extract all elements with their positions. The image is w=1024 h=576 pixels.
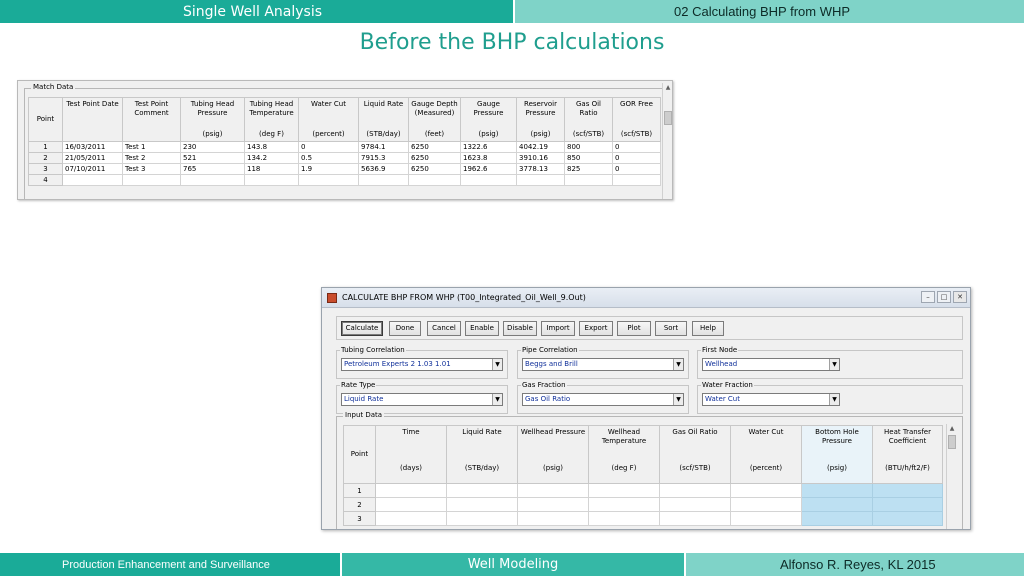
table-cell[interactable] — [517, 175, 565, 186]
table-cell[interactable] — [613, 175, 661, 186]
help-button[interactable]: Help — [692, 321, 724, 336]
action-toolbar — [336, 316, 963, 340]
pipe-correlation-select[interactable] — [522, 358, 684, 371]
table-cell[interactable]: 6250 — [409, 142, 461, 153]
table-cell[interactable]: 4042.19 — [517, 142, 565, 153]
table-cell[interactable]: 521 — [181, 153, 245, 164]
gas-fraction-select[interactable] — [522, 393, 684, 406]
gas-fraction-value: Gas Oil Ratio — [525, 395, 571, 403]
table-cell[interactable] — [589, 484, 660, 498]
first-node-group — [697, 346, 963, 379]
app-icon — [327, 293, 337, 303]
table-cell[interactable] — [660, 512, 731, 526]
match-data-table — [28, 97, 661, 186]
enable-button[interactable]: Enable — [465, 321, 499, 336]
dialog-titlebar[interactable] — [322, 288, 970, 308]
table-cell[interactable]: 6250 — [409, 153, 461, 164]
table-cell[interactable]: Test 3 — [123, 164, 181, 175]
first-node-label: First Node — [702, 346, 738, 354]
column-header[interactable]: Wellhead Pressure (psig) — [518, 426, 589, 484]
scroll-up-icon[interactable]: ▲ — [665, 84, 671, 91]
rate-type-group — [336, 381, 508, 414]
column-header[interactable]: Gauge Depth (Measured) (feet) — [409, 98, 461, 142]
table-cell[interactable]: 765 — [181, 164, 245, 175]
rate-type-select[interactable] — [341, 393, 503, 406]
column-header[interactable]: Tubing Head Temperature (deg F) — [245, 98, 299, 142]
water-fraction-label: Water Fraction — [702, 381, 753, 389]
column-header[interactable]: Tubing Head Pressure (psig) — [181, 98, 245, 142]
scrollbar-thumb[interactable] — [664, 111, 672, 125]
table-cell[interactable]: 143.8 — [245, 142, 299, 153]
column-header[interactable]: Liquid Rate (STB/day) — [447, 426, 518, 484]
tubing-correlation-label: Tubing Correlation — [341, 346, 405, 354]
table-cell[interactable]: 21/05/2011 — [63, 153, 123, 164]
table-cell[interactable]: 825 — [565, 164, 613, 175]
row-number[interactable]: 2 — [344, 498, 376, 512]
table-cell[interactable] — [873, 498, 943, 512]
table-cell[interactable] — [802, 484, 873, 498]
table-cell[interactable] — [447, 512, 518, 526]
table-cell[interactable]: 0 — [613, 153, 661, 164]
subsection-title: 02 Calculating BHP from WHP — [513, 0, 1024, 23]
table-cell[interactable]: 6250 — [409, 164, 461, 175]
table-cell[interactable] — [447, 498, 518, 512]
section-title: Single Well Analysis — [0, 0, 513, 23]
table-cell[interactable] — [376, 484, 447, 498]
dialog-title: CALCULATE BHP FROM WHP (T00_Integrated_Oil_Well_9.Out) — [342, 293, 586, 302]
gas-fraction-label: Gas Fraction — [522, 381, 566, 389]
cancel-button[interactable]: Cancel — [427, 321, 461, 336]
table-cell[interactable]: 0 — [299, 142, 359, 153]
table-cell[interactable] — [518, 484, 589, 498]
first-node-value: Wellhead — [705, 360, 738, 368]
table-cell[interactable]: 1322.6 — [461, 142, 517, 153]
footer-middle: Well Modeling — [340, 553, 684, 576]
done-button[interactable]: Done — [389, 321, 421, 336]
column-header[interactable]: Water Cut (percent) — [731, 426, 802, 484]
scroll-up-icon[interactable]: ▲ — [949, 425, 955, 432]
column-header[interactable]: Time (days) — [376, 426, 447, 484]
chevron-down-icon[interactable]: ▼ — [492, 359, 502, 370]
table-cell[interactable]: 5636.9 — [359, 164, 409, 175]
table-cell[interactable] — [731, 498, 802, 512]
table-row[interactable] — [344, 512, 943, 526]
table-cell[interactable]: 0.5 — [299, 153, 359, 164]
footer-left: Production Enhancement and Surveillance — [0, 553, 340, 576]
table-cell[interactable]: Test 2 — [123, 153, 181, 164]
table-cell[interactable]: 0 — [613, 142, 661, 153]
disable-button[interactable]: Disable — [503, 321, 537, 336]
table-cell[interactable] — [518, 512, 589, 526]
column-header[interactable]: GOR Free (scf/STB) — [613, 98, 661, 142]
table-cell[interactable]: 118 — [245, 164, 299, 175]
column-header[interactable]: Gauge Pressure (psig) — [461, 98, 517, 142]
bottom-banner — [0, 553, 1024, 576]
column-header[interactable]: Wellhead Temperature (deg F) — [589, 426, 660, 484]
input-data-scrollbar[interactable] — [946, 424, 957, 530]
chevron-down-icon[interactable]: ▼ — [673, 359, 683, 370]
top-banner — [0, 0, 1024, 23]
match-data-scrollbar[interactable] — [662, 83, 673, 200]
table-cell[interactable]: 850 — [565, 153, 613, 164]
rate-type-value: Liquid Rate — [344, 395, 384, 403]
import-button[interactable]: Import — [541, 321, 575, 336]
tubing-correlation-group — [336, 346, 508, 379]
match-data-group — [24, 83, 669, 200]
table-cell[interactable] — [565, 175, 613, 186]
table-cell[interactable] — [447, 484, 518, 498]
input-data-label: Input Data — [345, 411, 383, 419]
table-cell[interactable]: 07/10/2011 — [63, 164, 123, 175]
table-cell[interactable] — [802, 512, 873, 526]
table-cell[interactable]: 1.9 — [299, 164, 359, 175]
row-number[interactable]: 2 — [29, 153, 63, 164]
plot-button[interactable]: Plot — [617, 321, 651, 336]
close-icon[interactable]: ✕ — [953, 291, 967, 303]
pipe-correlation-label: Pipe Correlation — [522, 346, 578, 354]
table-cell[interactable] — [731, 484, 802, 498]
column-header[interactable]: Heat Transfer Coefficient (BTU/h/ft2/F) — [873, 426, 943, 484]
calculate-button[interactable]: Calculate — [341, 321, 383, 336]
table-cell[interactable] — [660, 498, 731, 512]
column-header[interactable]: Water Cut (percent) — [299, 98, 359, 142]
table-cell[interactable] — [63, 175, 123, 186]
table-cell[interactable]: 230 — [181, 142, 245, 153]
column-header[interactable]: Point — [344, 426, 376, 484]
row-number[interactable]: 1 — [344, 484, 376, 498]
table-cell[interactable] — [376, 498, 447, 512]
table-cell[interactable]: Test 1 — [123, 142, 181, 153]
footer-right: Alfonso R. Reyes, KL 2015 — [684, 553, 1024, 576]
table-cell[interactable]: 800 — [565, 142, 613, 153]
table-row[interactable] — [29, 164, 661, 175]
column-header[interactable]: Liquid Rate (STB/day) — [359, 98, 409, 142]
table-cell[interactable] — [660, 484, 731, 498]
match-data-screenshot — [17, 80, 673, 200]
table-cell[interactable] — [802, 498, 873, 512]
input-data-table — [343, 425, 943, 526]
table-row[interactable] — [29, 142, 661, 153]
rate-type-label: Rate Type — [341, 381, 376, 389]
table-cell[interactable] — [181, 175, 245, 186]
table-cell[interactable] — [518, 498, 589, 512]
table-cell[interactable] — [359, 175, 409, 186]
table-cell[interactable]: 7915.3 — [359, 153, 409, 164]
column-header[interactable]: Reservoir Pressure (psig) — [517, 98, 565, 142]
scrollbar-thumb[interactable] — [948, 435, 956, 449]
slide-title: Before the BHP calculations — [359, 30, 665, 55]
row-number[interactable]: 3 — [29, 164, 63, 175]
table-cell[interactable]: 1962.6 — [461, 164, 517, 175]
maximize-icon[interactable]: □ — [937, 291, 951, 303]
chevron-down-icon[interactable]: ▼ — [829, 394, 839, 405]
chevron-down-icon[interactable]: ▼ — [673, 394, 683, 405]
chevron-down-icon[interactable]: ▼ — [492, 394, 502, 405]
table-cell[interactable] — [873, 512, 943, 526]
tubing-correlation-select[interactable] — [341, 358, 503, 371]
column-header[interactable]: Test Point Comment — [123, 98, 181, 142]
water-fraction-value: Water Cut — [705, 395, 740, 403]
gas-fraction-group — [517, 381, 689, 414]
column-header[interactable]: Point — [29, 98, 63, 142]
table-cell[interactable] — [123, 175, 181, 186]
export-button[interactable]: Export — [579, 321, 613, 336]
table-row[interactable] — [344, 484, 943, 498]
table-cell[interactable]: 3910.16 — [517, 153, 565, 164]
row-number[interactable]: 4 — [29, 175, 63, 186]
row-number[interactable]: 1 — [29, 142, 63, 153]
calculate-bhp-dialog — [321, 287, 971, 530]
minimize-icon[interactable]: – — [921, 291, 935, 303]
pipe-correlation-group — [517, 346, 689, 379]
table-cell[interactable]: 9784.1 — [359, 142, 409, 153]
input-data-group — [336, 411, 963, 530]
water-fraction-group — [697, 381, 963, 414]
match-data-label: Match Data — [33, 83, 74, 91]
table-cell[interactable]: 16/03/2011 — [63, 142, 123, 153]
table-row[interactable] — [29, 153, 661, 164]
table-cell[interactable] — [461, 175, 517, 186]
table-cell[interactable] — [731, 512, 802, 526]
table-cell[interactable] — [873, 484, 943, 498]
table-row[interactable] — [344, 498, 943, 512]
table-cell[interactable] — [409, 175, 461, 186]
table-cell[interactable]: 134.2 — [245, 153, 299, 164]
table-cell[interactable] — [299, 175, 359, 186]
table-cell[interactable] — [589, 498, 660, 512]
chevron-down-icon[interactable]: ▼ — [829, 359, 839, 370]
table-cell[interactable] — [589, 512, 660, 526]
tubing-correlation-value: Petroleum Experts 2 1.03 1.01 — [344, 360, 451, 368]
table-cell[interactable]: 1623.8 — [461, 153, 517, 164]
sort-button[interactable]: Sort — [655, 321, 687, 336]
column-header[interactable]: Gas Oil Ratio (scf/STB) — [565, 98, 613, 142]
first-node-select[interactable] — [702, 358, 840, 371]
water-fraction-select[interactable] — [702, 393, 840, 406]
column-header[interactable]: Test Point Date — [63, 98, 123, 142]
table-cell[interactable]: 0 — [613, 164, 661, 175]
row-number[interactable]: 3 — [344, 512, 376, 526]
pipe-correlation-value: Beggs and Brill — [525, 360, 578, 368]
column-header[interactable]: Bottom Hole Pressure (psig) — [802, 426, 873, 484]
column-header[interactable]: Gas Oil Ratio (scf/STB) — [660, 426, 731, 484]
table-cell[interactable]: 3778.13 — [517, 164, 565, 175]
table-cell[interactable] — [245, 175, 299, 186]
table-row[interactable] — [29, 175, 661, 186]
table-cell[interactable] — [376, 512, 447, 526]
